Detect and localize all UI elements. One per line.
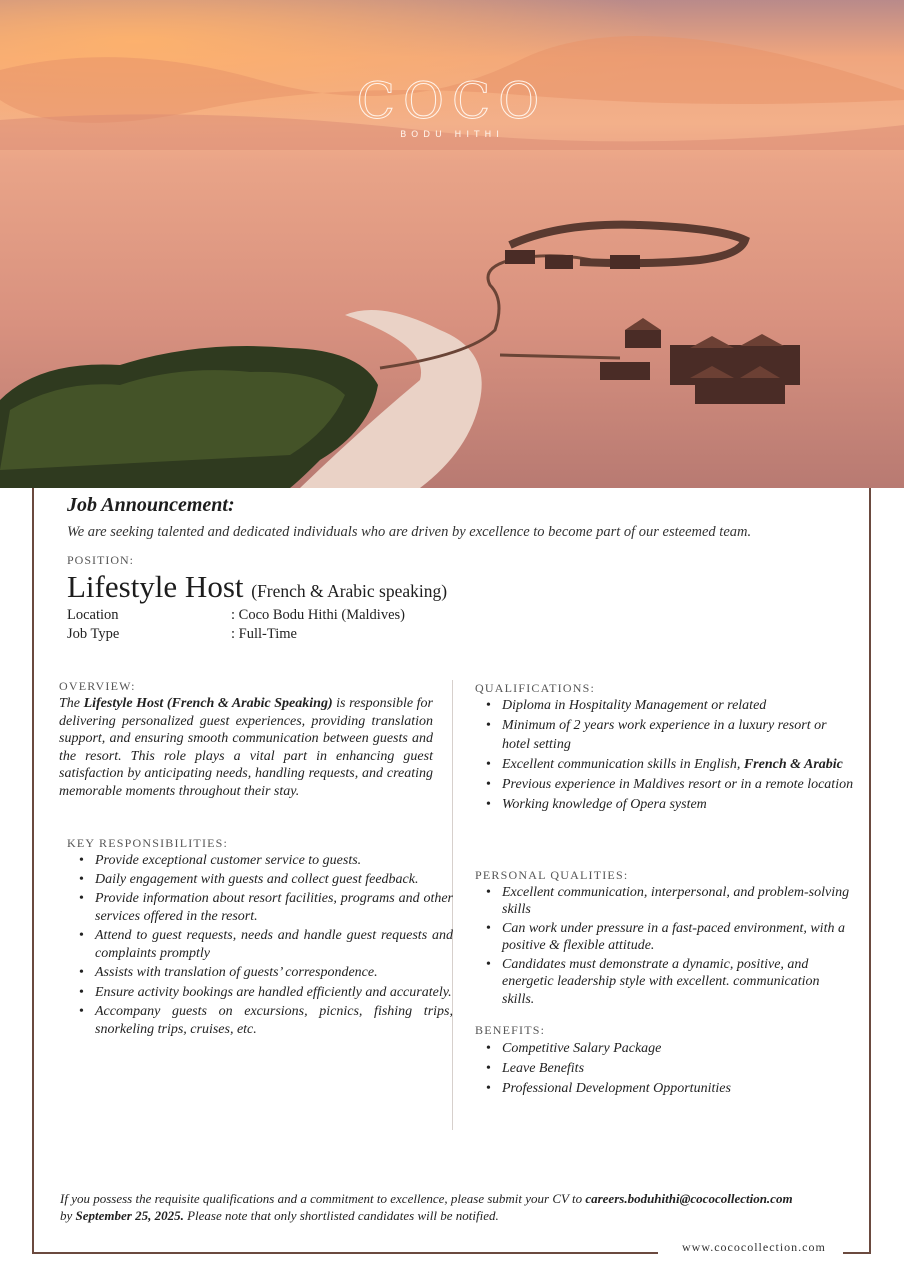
jobtype-value: : Full-Time bbox=[231, 626, 297, 642]
frame-bottom-border bbox=[32, 1252, 658, 1254]
list-item: • Can work under pressure in a fast-paced environment, with a positive & flexible attitude. bbox=[502, 920, 854, 955]
responsibilities-label: KEY RESPONSIBILITIES: bbox=[67, 836, 229, 850]
benefits-label: BENEFITS: bbox=[475, 1023, 546, 1037]
list-item: • Working knowledge of Opera system bbox=[502, 795, 854, 815]
overview-body: is responsible for delivering personalized guest experiences, providing translation support, and ensuring smooth communication between guests and the resort. This role plays a vital part in enhancing guest satisfaction by anticipating needs, handling requests, and creating memorable moments throughout their stay. bbox=[59, 696, 433, 799]
frame-bottom-border-right bbox=[843, 1252, 871, 1254]
list-item: • Competitive Salary Package bbox=[502, 1039, 854, 1059]
overview-role: Lifestyle Host (French & Arabic Speaking) bbox=[83, 696, 333, 711]
list-item: • Minimum of 2 years work experience in a luxury resort or hotel setting bbox=[502, 716, 854, 755]
location-row bbox=[67, 607, 405, 624]
application-instructions bbox=[60, 1191, 850, 1224]
qualifications-label: QUALIFICATIONS: bbox=[475, 681, 595, 695]
personal-qualities-list bbox=[482, 884, 854, 1009]
lang-bold: French & Arabic bbox=[743, 757, 843, 773]
position-label: POSITION: bbox=[67, 553, 135, 567]
list-item: • Leave Benefits bbox=[502, 1059, 854, 1079]
qualifications-list bbox=[482, 696, 854, 814]
list-item: • Accompany guests on excursions, picnics, fishing trips, snorkeling trips, cruises, etc. bbox=[95, 1003, 453, 1039]
location-key: Location bbox=[67, 607, 119, 623]
list-item: • Attend to guest requests, needs and handle guest requests and complaints promptly bbox=[95, 927, 453, 963]
jobtype-key: Job Type bbox=[67, 626, 120, 642]
position-title bbox=[67, 569, 447, 605]
list-item: • Provide exceptional customer service to guests. bbox=[95, 852, 453, 870]
footer-by: by bbox=[60, 1207, 76, 1223]
overview-lead: The bbox=[59, 696, 84, 711]
hero-image bbox=[0, 0, 904, 488]
overview-label: OVERVIEW: bbox=[59, 679, 136, 693]
list-item: • Previous experience in Maldives resort or in a remote location bbox=[502, 775, 854, 795]
brand-sub: BODU HITHI bbox=[400, 130, 504, 140]
brand-logo: COCO bbox=[356, 72, 548, 130]
deadline-date: September 25, 2025. bbox=[75, 1207, 184, 1223]
frame-left-border bbox=[32, 488, 34, 1254]
list-item: • Diploma in Hospitality Management or related bbox=[502, 696, 854, 716]
location-value: : Coco Bodu Hithi (Maldives) bbox=[231, 607, 405, 623]
footer-tail: Please note that only shortlisted candidates will be notified. bbox=[183, 1207, 499, 1223]
jobtype-row bbox=[67, 626, 297, 643]
list-item: • Ensure activity bookings are handled efficiently and accurately. bbox=[95, 984, 453, 1002]
website-link[interactable]: www.cococollection.com bbox=[682, 1240, 826, 1254]
page-title: Job Announcement: bbox=[67, 494, 235, 516]
lang-lead: Excellent communication skills in English, bbox=[502, 757, 744, 773]
careers-email[interactable]: careers.boduhithi@cococollection.com bbox=[585, 1191, 793, 1206]
personal-qualities-label: PERSONAL QUALITIES: bbox=[475, 868, 629, 882]
list-item: • Candidates must demonstrate a dynamic, positive, and energetic leadership style with excellent. communication skills. bbox=[502, 956, 854, 1008]
footer-lead: If you possess the requisite qualifications and a commitment to excellence, please submit your CV to bbox=[60, 1191, 586, 1206]
overview-text bbox=[59, 695, 433, 801]
list-item: • Excellent communication, interpersonal, and problem-solving skills bbox=[502, 884, 854, 919]
position-title-main: Lifestyle Host bbox=[67, 569, 244, 604]
list-item: • Daily engagement with guests and collect guest feedback. bbox=[95, 871, 453, 889]
list-item: • Assists with translation of guests’ correspondence. bbox=[95, 964, 453, 982]
intro-text: We are seeking talented and dedicated individuals who are driven by excellence to become part of our esteemed team. bbox=[67, 524, 752, 540]
benefits-list bbox=[482, 1039, 854, 1099]
frame-right-border bbox=[869, 488, 871, 1254]
list-item: • Provide information about resort facilities, programs and other services offered in the resort. bbox=[95, 890, 453, 926]
list-item: • Professional Development Opportunities bbox=[502, 1079, 854, 1099]
position-subtitle: (French & Arabic speaking) bbox=[251, 581, 448, 601]
responsibilities-list bbox=[75, 852, 453, 1040]
list-item bbox=[502, 755, 854, 775]
